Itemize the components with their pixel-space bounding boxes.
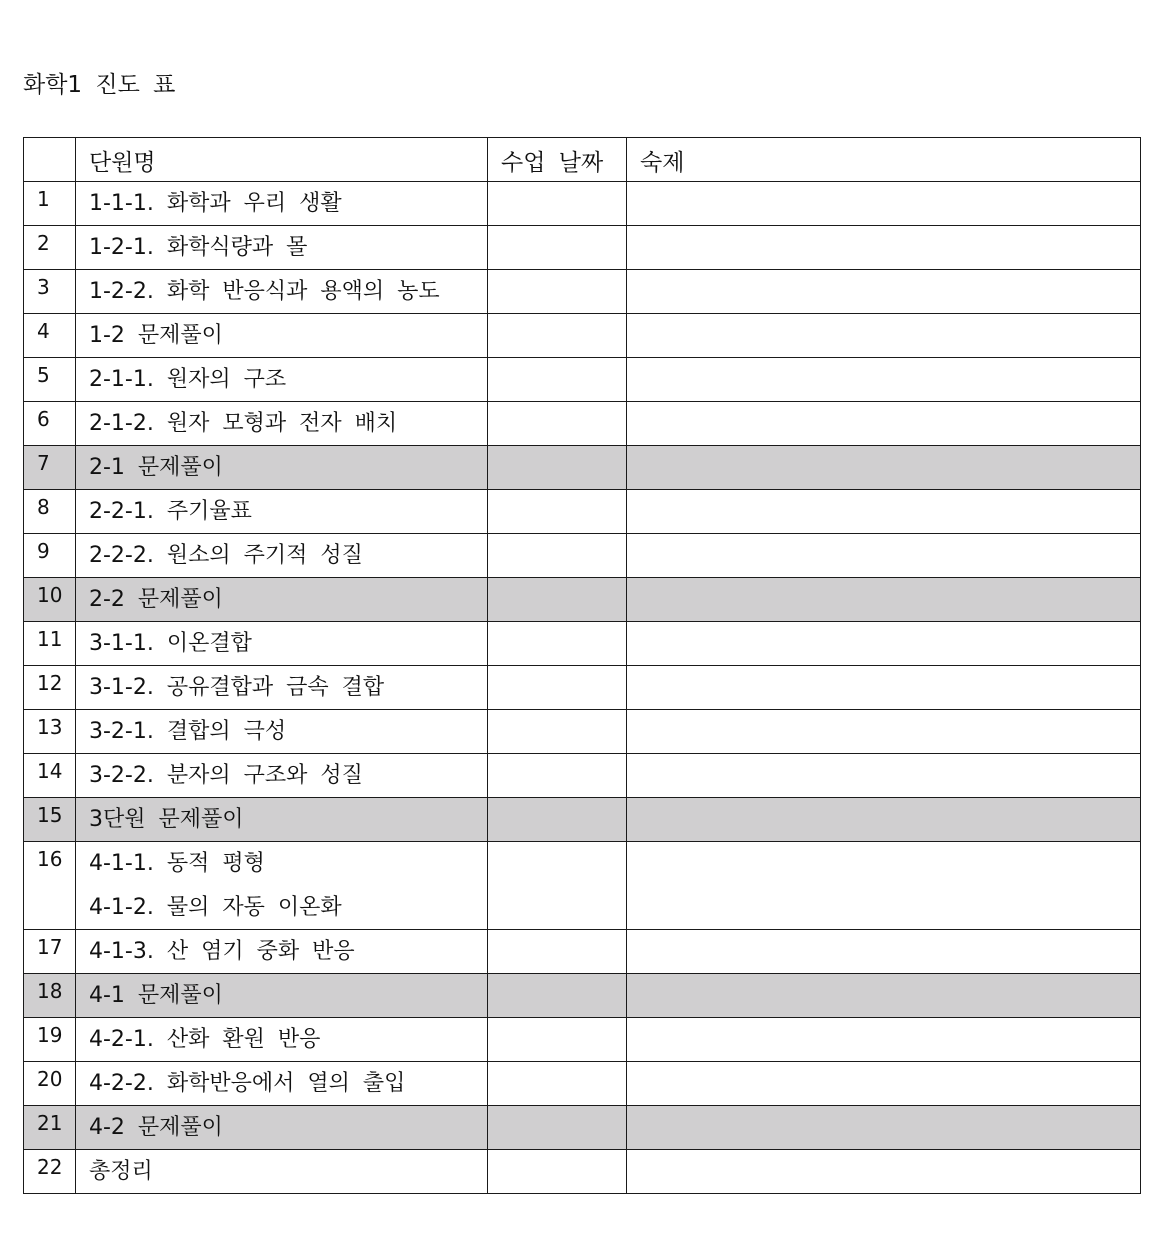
row-number: 8 xyxy=(37,495,50,519)
unit-name: 3-1-2. 공유결합과 금속 결합 xyxy=(89,675,385,700)
row-number-cell xyxy=(24,578,76,622)
table-row xyxy=(24,446,1141,490)
class-date-cell[interactable] xyxy=(488,622,627,666)
unit-name-cell[interactable] xyxy=(76,1150,488,1194)
unit-name: 4-1 문제풀이 xyxy=(89,983,223,1008)
unit-name: 3-1-1. 이온결합 xyxy=(89,631,252,656)
unit-name: 4-2 문제풀이 xyxy=(89,1115,223,1140)
class-date-cell[interactable] xyxy=(488,666,627,710)
row-number-cell xyxy=(24,710,76,754)
row-number: 9 xyxy=(37,539,50,563)
table-row xyxy=(24,974,1141,1018)
table-header-row xyxy=(24,138,1141,182)
table-row xyxy=(24,842,1141,930)
row-number: 19 xyxy=(37,1023,63,1047)
table-row xyxy=(24,754,1141,798)
row-number: 17 xyxy=(37,935,63,959)
row-number-cell xyxy=(24,754,76,798)
homework-cell[interactable] xyxy=(627,226,1141,270)
unit-name: 3단원 문제풀이 xyxy=(89,807,244,832)
row-number-cell xyxy=(24,226,76,270)
homework-cell[interactable] xyxy=(627,358,1141,402)
unit-name: 2-1-1. 원자의 구조 xyxy=(89,367,287,392)
row-number: 20 xyxy=(37,1067,63,1091)
class-date-cell[interactable] xyxy=(488,402,627,446)
row-number-cell xyxy=(24,930,76,974)
unit-name-cell[interactable] xyxy=(76,842,488,930)
row-number: 1 xyxy=(37,187,50,211)
unit-name-cell[interactable] xyxy=(76,974,488,1018)
row-number: 16 xyxy=(37,847,63,871)
unit-name: 4-2-2. 화학반응에서 열의 출입 xyxy=(89,1071,406,1096)
row-number: 7 xyxy=(37,451,50,475)
unit-name: 1-2-1. 화학식량과 몰 xyxy=(89,235,308,260)
row-number: 14 xyxy=(37,759,63,783)
row-number-cell xyxy=(24,270,76,314)
table-row xyxy=(24,534,1141,578)
row-number-cell xyxy=(24,182,76,226)
homework-cell[interactable] xyxy=(627,666,1141,710)
class-date-cell[interactable] xyxy=(488,710,627,754)
progress-table xyxy=(23,137,1141,1194)
table-row xyxy=(24,270,1141,314)
unit-name-cell[interactable] xyxy=(76,358,488,402)
class-date-cell[interactable] xyxy=(488,226,627,270)
homework-cell[interactable] xyxy=(627,1106,1141,1150)
page-title: 화학1 진도 표 xyxy=(23,72,176,98)
class-date-cell[interactable] xyxy=(488,314,627,358)
class-date-cell[interactable] xyxy=(488,534,627,578)
unit-name: 1-1-1. 화학과 우리 생활 xyxy=(89,191,342,216)
row-number: 15 xyxy=(37,803,63,827)
row-number-cell xyxy=(24,1150,76,1194)
row-number-cell xyxy=(24,358,76,402)
table-row xyxy=(24,710,1141,754)
table-row xyxy=(24,358,1141,402)
homework-cell[interactable] xyxy=(627,930,1141,974)
unit-name-cell[interactable] xyxy=(76,754,488,798)
unit-name: 2-2-1. 주기율표 xyxy=(89,499,252,524)
homework-cell[interactable] xyxy=(627,710,1141,754)
class-date-cell[interactable] xyxy=(488,1062,627,1106)
row-number: 2 xyxy=(37,231,50,255)
homework-cell[interactable] xyxy=(627,270,1141,314)
table-body xyxy=(24,182,1141,1194)
unit-name-cell[interactable] xyxy=(76,930,488,974)
unit-name-cell[interactable] xyxy=(76,1106,488,1150)
row-number: 11 xyxy=(37,627,63,651)
unit-name-cell[interactable] xyxy=(76,1062,488,1106)
table-row xyxy=(24,182,1141,226)
row-number-cell xyxy=(24,842,76,930)
homework-cell[interactable] xyxy=(627,446,1141,490)
header-number xyxy=(24,138,76,182)
homework-cell[interactable] xyxy=(627,402,1141,446)
row-number-cell xyxy=(24,446,76,490)
class-date-cell[interactable] xyxy=(488,974,627,1018)
homework-cell[interactable] xyxy=(627,490,1141,534)
row-number: 3 xyxy=(37,275,50,299)
row-number-cell xyxy=(24,798,76,842)
table-row xyxy=(24,490,1141,534)
homework-cell[interactable] xyxy=(627,578,1141,622)
class-date-cell[interactable] xyxy=(488,798,627,842)
unit-name: 2-2 문제풀이 xyxy=(89,587,223,612)
unit-name-cell[interactable] xyxy=(76,798,488,842)
table-row xyxy=(24,622,1141,666)
unit-name: 총정리 xyxy=(89,1159,153,1184)
row-number: 4 xyxy=(37,319,50,343)
homework-cell[interactable] xyxy=(627,1150,1141,1194)
class-date-cell[interactable] xyxy=(488,1018,627,1062)
class-date-cell[interactable] xyxy=(488,1150,627,1194)
unit-name: 2-1-2. 원자 모형과 전자 배치 xyxy=(89,411,398,436)
homework-cell[interactable] xyxy=(627,182,1141,226)
homework-cell[interactable] xyxy=(627,798,1141,842)
table-row xyxy=(24,402,1141,446)
homework-cell[interactable] xyxy=(627,842,1141,930)
class-date-cell[interactable] xyxy=(488,358,627,402)
homework-cell[interactable] xyxy=(627,534,1141,578)
header-unit-name: 단원명 xyxy=(76,138,488,182)
table-row xyxy=(24,314,1141,358)
homework-cell[interactable] xyxy=(627,1018,1141,1062)
class-date-cell[interactable] xyxy=(488,270,627,314)
homework-cell[interactable] xyxy=(627,754,1141,798)
table-row xyxy=(24,1018,1141,1062)
class-date-cell[interactable] xyxy=(488,446,627,490)
table-row xyxy=(24,798,1141,842)
unit-name: 1-2 문제풀이 xyxy=(89,323,223,348)
table-row xyxy=(24,930,1141,974)
row-number-cell xyxy=(24,974,76,1018)
unit-name-cell[interactable] xyxy=(76,1018,488,1062)
class-date-cell[interactable] xyxy=(488,842,627,930)
homework-cell[interactable] xyxy=(627,314,1141,358)
table-row xyxy=(24,1062,1141,1106)
table-row xyxy=(24,1106,1141,1150)
unit-name: 2-1 문제풀이 xyxy=(89,455,223,480)
class-date-cell[interactable] xyxy=(488,182,627,226)
unit-name-cell[interactable] xyxy=(76,226,488,270)
class-date-cell[interactable] xyxy=(488,490,627,534)
row-number-cell xyxy=(24,1062,76,1106)
unit-name: 3-2-1. 결합의 극성 xyxy=(89,719,287,744)
row-number-cell xyxy=(24,622,76,666)
unit-name-cell[interactable] xyxy=(76,402,488,446)
unit-name: 4-1-1. 동적 평형 xyxy=(89,851,265,876)
class-date-cell[interactable] xyxy=(488,578,627,622)
row-number: 13 xyxy=(37,715,63,739)
unit-name-cell[interactable] xyxy=(76,578,488,622)
row-number: 22 xyxy=(37,1155,63,1179)
unit-name-cell[interactable] xyxy=(76,666,488,710)
unit-name-cell[interactable] xyxy=(76,446,488,490)
unit-name: 3-2-2. 분자의 구조와 성질 xyxy=(89,763,363,788)
class-date-cell[interactable] xyxy=(488,930,627,974)
unit-name: 4-1-2. 물의 자동 이온화 xyxy=(89,895,342,920)
homework-cell[interactable] xyxy=(627,974,1141,1018)
row-number-cell xyxy=(24,534,76,578)
header-homework: 숙제 xyxy=(627,138,1141,182)
unit-name-cell[interactable] xyxy=(76,490,488,534)
row-number-cell xyxy=(24,314,76,358)
unit-name-cell[interactable] xyxy=(76,534,488,578)
row-number: 6 xyxy=(37,407,50,431)
unit-name-cell[interactable] xyxy=(76,182,488,226)
row-number-cell xyxy=(24,1018,76,1062)
homework-cell[interactable] xyxy=(627,1062,1141,1106)
row-number: 12 xyxy=(37,671,63,695)
unit-name-cell[interactable] xyxy=(76,314,488,358)
header-class-date: 수업 날짜 xyxy=(488,138,627,182)
table-row xyxy=(24,666,1141,710)
row-number: 10 xyxy=(37,583,63,607)
unit-name-cell[interactable] xyxy=(76,622,488,666)
row-number-cell xyxy=(24,490,76,534)
table-row xyxy=(24,226,1141,270)
homework-cell[interactable] xyxy=(627,622,1141,666)
row-number-cell xyxy=(24,402,76,446)
unit-name: 4-2-1. 산화 환원 반응 xyxy=(89,1027,321,1052)
table-row xyxy=(24,1150,1141,1194)
row-number: 18 xyxy=(37,979,63,1003)
class-date-cell[interactable] xyxy=(488,754,627,798)
table-row xyxy=(24,578,1141,622)
class-date-cell[interactable] xyxy=(488,1106,627,1150)
row-number: 21 xyxy=(37,1111,63,1135)
unit-name: 1-2-2. 화학 반응식과 용액의 농도 xyxy=(89,279,440,304)
unit-name: 2-2-2. 원소의 주기적 성질 xyxy=(89,543,363,568)
unit-name: 4-1-3. 산 염기 중화 반응 xyxy=(89,939,355,964)
row-number-cell xyxy=(24,1106,76,1150)
row-number-cell xyxy=(24,666,76,710)
unit-name-cell[interactable] xyxy=(76,710,488,754)
row-number: 5 xyxy=(37,363,50,387)
unit-name-cell[interactable] xyxy=(76,270,488,314)
